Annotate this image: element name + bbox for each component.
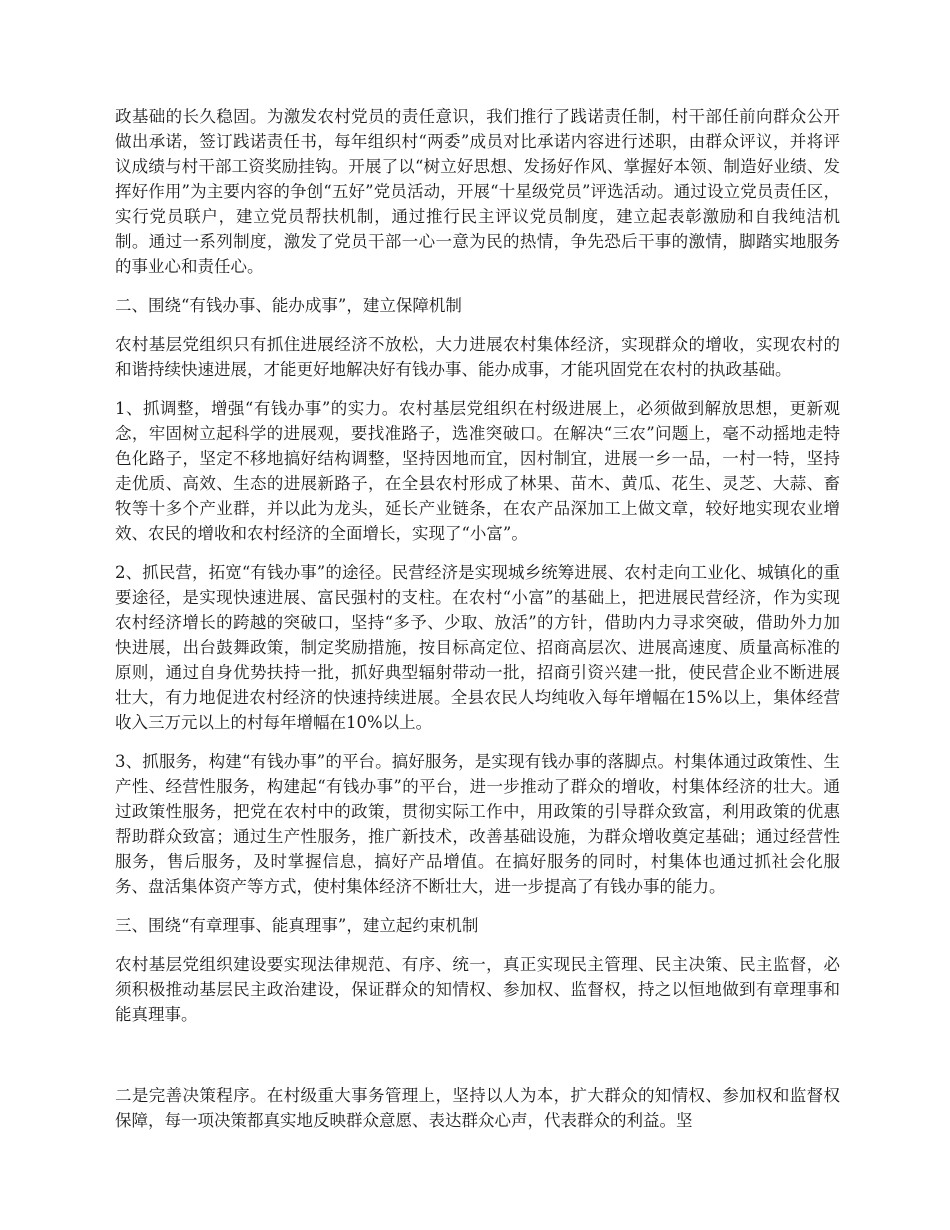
paragraph-3: 1、抓调整，增强“有钱办事”的实力。农村基层党组织在村级进展上，必须做到解放思想，更新观念，牢固树立起科学的进展观，要找准路子，选准突破口。在解决“三农”问题上，毫不动摇地走特色化路子，坚定不移地搞好结构调整，坚持因地而宜，因村制宜，进展一乡一品，一村一特，坚持走优质、高效、生态的进展新路子，在全县农村形成了林果、苗木、黄瓜、花生、灵芝、大蒜、畜牧等十多个产业群，并以此为龙头，延长产业链条，在农产品深加工上做文章，较好地实现农业增效、农民的增收和农村经济的全面增长，实现了“小富”。	[115, 399, 840, 543]
paragraph-5: 3、抓服务，构建“有钱办事”的平台。搞好服务，是实现有钱办事的落脚点。村集体通过政策性、生产性、经营性服务，构建起“有钱办事”的平台，进一步推动了群众的增收，村集体经济的壮大。通过政策性服务，把党在农村中的政策，贯彻实际工作中，用政策的引导群众致富，利用政策的优惠帮助群众致富；通过生产性服务，推广新技术，改善基础设施，为群众增收奠定基础；通过经营性服务，售后服务，及时掌握信息，搞好产品增值。在搞好服务的同时，村集体也通过抓社会化服务、盘活集体资产等方式，使村集体经济不断壮大，进一步提高了有钱办事的能力。	[115, 752, 840, 896]
paragraph-2: 农村基层党组织只有抓住进展经济不放松，大力进展农村集体经济，实现群众的增收，实现农村的和谐持续快速进展，才能更好地解决好有钱办事、能办成事，才能巩固党在农村的执政基础。	[115, 335, 840, 379]
section-heading-2: 二、围绕“有钱办事、能办成事”，建立保障机制	[115, 296, 462, 315]
paragraph-7: 二是完善决策程序。在村级重大事务管理上，坚持以人为本，扩大群众的知情权、参加权和监督权保障，每一项决策都真实地反映群众意愿、表达群众心声，代表群众的利益。坚	[115, 1086, 840, 1130]
paragraph-4: 2、抓民营，拓宽“有钱办事”的途径。民营经济是实现城乡统筹进展、农村走向工业化、城镇化的重要途径，是实现快速进展、富民强村的支柱。在农村“小富”的基础上，把进展民营经济，作为实现农村经济增长的跨越的突破口，坚持“多予、少取、放活”的方针，借助内力寻求突破，借助外力加快进展，出台鼓舞政策，制定奖励措施，按目标高定位、招商高层次、进展高速度、质量高标准的原则，通过自身优势扶持一批，抓好典型辐射带动一批，招商引资兴建一批，使民营企业不断进展壮大，有力地促进农村经济的快速持续进展。全县农民人均纯收入每年增幅在15%以上，集体经营收入三万元以上的村每年增幅在10%以上。	[115, 563, 840, 732]
paragraph-6: 农村基层党组织建设要实现法律规范、有序、统一，真正实现民主管理、民主决策、民主监督，必须积极推动基层民主政治建设，保证群众的知情权、参加权、监督权，持之以恒地做到有章理事和能真理事。	[115, 955, 840, 1024]
spacer	[115, 1041, 840, 1083]
document-body	[115, 104, 840, 1147]
paragraph-1: 政基础的长久稳固。为激发农村党员的责任意识，我们推行了践诺责任制，村干部任前向群众公开做出承诺，签订践诺责任书，每年组织村“两委”成员对比承诺内容进行述职，由群众评议，并将评议成绩与村干部工资奖励挂钩。开展了以“树立好思想、发扬好作风、掌握好本领、制造好业绩、发挥好作用”为主要内容的争创“五好”党员活动，开展“十星级党员”评选活动。通过设立党员责任区，实行党员联户，建立党员帮扶机制，通过推行民主评议党员制度，建立起表彰激励和自我纯洁机制。通过一系列制度，激发了党员干部一心一意为民的热情，争先恐后干事的激情，脚踏实地服务的事业心和责任心。	[115, 107, 840, 276]
section-heading-3: 三、围绕“有章理事、能真理事”，建立起约束机制	[115, 916, 479, 935]
